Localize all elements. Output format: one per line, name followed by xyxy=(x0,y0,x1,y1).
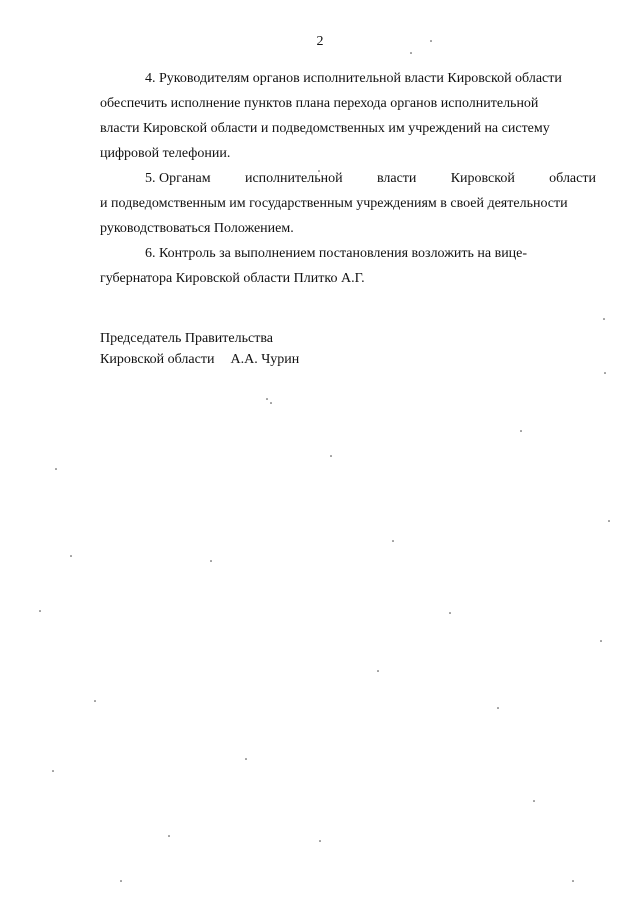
scan-speck xyxy=(330,455,332,457)
scan-speck xyxy=(318,170,320,172)
scan-speck xyxy=(210,560,212,562)
paragraph-5-word: исполнительной xyxy=(244,171,343,186)
scan-speck xyxy=(533,800,535,802)
paragraph-6-line-2: губернатора Кировской области Плитко А.Г. xyxy=(100,271,365,286)
paragraph-4 xyxy=(100,66,596,166)
scan-speck xyxy=(430,40,432,42)
paragraph-6-line-1: 6. Контроль за выполнением постановления возложить на вице- xyxy=(145,246,528,261)
scan-speck xyxy=(39,610,41,612)
scan-speck xyxy=(604,372,606,374)
paragraph-4-line-1: 4. Руководителям органов исполнительной власти Кировской области xyxy=(145,71,562,86)
scan-speck xyxy=(120,880,122,882)
scan-speck xyxy=(270,402,272,404)
signatory-title: Председатель Правительства xyxy=(100,331,273,346)
scan-speck xyxy=(520,430,522,432)
paragraph-5-word: области xyxy=(549,171,596,186)
scan-speck xyxy=(603,318,605,320)
paragraph-4-line-3: власти Кировской области и подведомственных им учреждений на систему xyxy=(100,121,550,136)
paragraph-5-line-1 xyxy=(100,166,596,191)
scan-speck xyxy=(572,880,574,882)
page-number: 2 xyxy=(316,34,324,49)
paragraph-6 xyxy=(100,241,596,291)
scan-speck xyxy=(168,835,170,837)
scan-speck xyxy=(410,52,412,54)
paragraph-4-line-4: цифровой телефонии. xyxy=(100,146,231,161)
scan-speck xyxy=(608,520,610,522)
scan-speck xyxy=(497,707,499,709)
paragraph-5-line-2: и подведомственным им государственным учреждениям в своей деятельности xyxy=(100,196,568,211)
signatory-name: А.А. Чурин xyxy=(230,352,300,367)
paragraph-5-word: власти xyxy=(376,171,417,186)
scan-speck xyxy=(449,612,451,614)
scan-speck xyxy=(319,840,321,842)
signature-block xyxy=(100,328,400,370)
scan-speck xyxy=(94,700,96,702)
scan-speck xyxy=(266,398,268,400)
scan-speck xyxy=(245,758,247,760)
paragraph-5-line-3: руководствоваться Положением. xyxy=(100,221,294,236)
document-body xyxy=(100,66,596,291)
scan-speck xyxy=(52,770,54,772)
paragraph-5 xyxy=(100,166,596,241)
paragraph-4-line-2: обеспечить исполнение пунктов плана перехода органов исполнительной xyxy=(100,96,539,111)
signatory-line xyxy=(100,349,400,370)
paragraph-5-word: Кировской xyxy=(450,171,515,186)
signatory-region: Кировской области xyxy=(100,352,215,367)
scan-speck xyxy=(70,555,72,557)
scan-speck xyxy=(55,468,57,470)
scan-speck xyxy=(600,640,602,642)
paragraph-5-word: 5. Органам xyxy=(145,171,211,186)
scan-speck xyxy=(392,540,394,542)
scan-speck xyxy=(377,670,379,672)
